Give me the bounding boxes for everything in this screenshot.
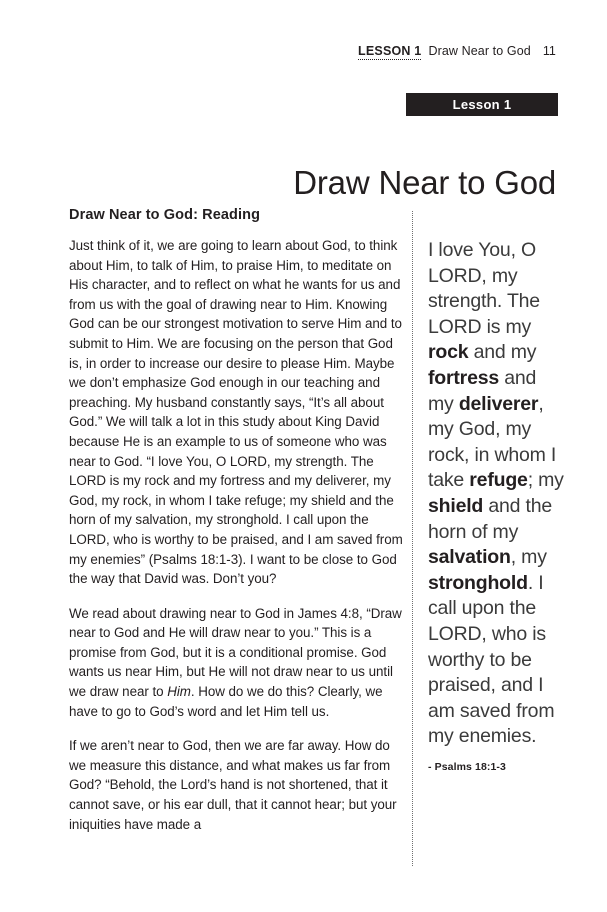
pull-quote [428, 238, 564, 773]
quote-segment-7: , my God, my rock, in whom I take [428, 392, 557, 492]
quote-keyword-deliverer: deliverer [458, 392, 539, 415]
quote-keyword-stronghold: stronghold [428, 571, 528, 594]
quote-segment-1: I love You, O LORD, my strength. The LORD is my [428, 239, 540, 338]
pull-quote-text [428, 238, 564, 750]
quote-segment-5: and my [428, 366, 537, 415]
quote-segment-9: ; my [527, 469, 564, 492]
quote-keyword-refuge: refuge [469, 469, 528, 492]
page-number: 11 [542, 44, 556, 58]
reading-column [69, 207, 403, 834]
running-head-lesson-tag: LESSON 1 [358, 44, 422, 58]
quote-keyword-shield: shield [428, 494, 484, 517]
quote-segment-3: and my [468, 341, 537, 364]
column-divider [412, 211, 413, 866]
pull-quote-attribution: - Psalms 18:1-3 [428, 760, 506, 773]
quote-keyword-rock: rock [428, 341, 469, 364]
reading-paragraph-2-part1: We read about drawing near to God in James 4:8, “Draw near to God and He will draw near to you.” This is a promise from God, but it is a conditional promise. God wants us near Him, but He will not draw near to us until we draw near to [69, 605, 402, 700]
section-heading: Draw Near to God: Reading [69, 207, 261, 223]
quote-segment-13: , my [510, 546, 547, 569]
reading-paragraph-3: If we aren’t near to God, then we are far away. How do we measure this distance, and what makes us far from God? “Behold, the Lord’s hand is not shortened, that it cannot save, or his ear dull, that it cannot hear; but your iniquities have made a [69, 738, 397, 832]
quote-keyword-fortress: fortress [428, 366, 500, 389]
quote-segment-15: . I call upon the LORD, who is worthy to be praised, and I am saved from my enemies. [428, 571, 555, 748]
lesson-badge [406, 93, 558, 116]
quote-keyword-salvation: salvation [428, 546, 511, 569]
reading-paragraph-2-emphasis: Him [167, 684, 191, 700]
reading-paragraph-1: Just think of it, we are going to learn about God, to think about Him, to talk of Him, to praise Him, to meditate on His character, and to reflect on what he wants for us and from us with the goal of drawing near to Him. Knowing God can be our strongest motivation to serve Him and to submit to Him. We are focusing on the person that God is, in order to increase our desire to please Him. Maybe we don’t emphasize God enough in our teaching and preaching. My husband constantly says, “It’s all about God.” We will talk a lot in this study about King David because He is an example to us of someone who was near to God. “I love You, O LORD, my strength. The LORD is my rock and my fortress and my deliverer, my God, my rock, in whom I take refuge; my shield and the horn of my salvation, my stronghold. I call upon the LORD, who is worthy to be praised, and I am saved from my enemies” (Psalms 18:1-3). I want to be close to God the way that David was. Don’t you? [69, 238, 403, 587]
reading-paragraph-2-part2: . How do we do this? Clearly, we have to go to God’s word and let Him tell us. [69, 684, 383, 719]
page-title: Draw Near to God [293, 164, 556, 202]
running-head [358, 44, 556, 60]
quote-segment-11: and the horn of my [428, 494, 553, 543]
reading-paragraph-2 [69, 604, 403, 722]
lesson-badge-label: Lesson 1 [452, 97, 512, 112]
running-head-title: Draw Near to God [428, 44, 531, 58]
